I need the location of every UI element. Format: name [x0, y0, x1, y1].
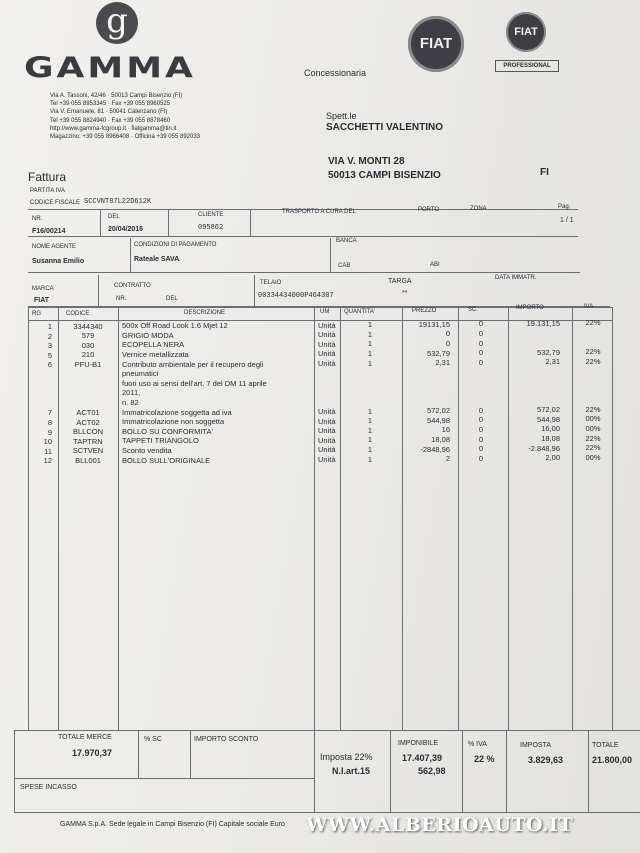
cell-codice: BLLCON [72, 427, 103, 437]
sc-pct-label: % SC [144, 736, 162, 743]
recipient-label: Spett.le [326, 111, 357, 121]
cell-rg: 12 [43, 456, 52, 466]
invoice-number: F16/00214 [32, 228, 66, 235]
cliente-code: 095862 [198, 224, 224, 232]
cell-iva: 22% [585, 443, 601, 453]
banca-label: BANCA [336, 238, 357, 244]
abi-label: ABI [430, 262, 440, 268]
totale-label: TOTALE [592, 742, 619, 749]
cell-descr: Immatricolazione soggetta ad iva [122, 407, 232, 417]
cell-rg: 11 [44, 446, 52, 456]
cell-codice: 030 [81, 340, 95, 350]
marca-label: MARCA [32, 286, 54, 292]
payment-terms: Rateale SAVA [134, 256, 180, 263]
page-count: 1 / 1 [560, 217, 574, 224]
header-prezzo: PREZZO [412, 308, 437, 314]
table-row [0, 356, 640, 370]
iva22-value: 22 % [474, 754, 495, 764]
cell-descr: Vernice metallizzata [122, 349, 189, 359]
cell-iva: 22% [585, 356, 601, 366]
cell-um: Unità [318, 426, 336, 436]
imposta-label: IMPOSTA [520, 742, 551, 749]
cell-descr: n. 82 [122, 397, 139, 407]
cell-um: Unità [318, 349, 336, 359]
cell-sc: 0 [478, 319, 484, 329]
spese-incasso-label: SPESE INCASSO [20, 784, 77, 791]
cell-prezzo: 0 [445, 329, 450, 339]
cell-importo: 16,00 [541, 424, 560, 434]
cell-rg: 8 [47, 418, 52, 427]
cell-prezzo: 18,08 [431, 434, 450, 444]
cell-prezzo: 2,31 [435, 358, 450, 368]
cell-importo: -2.848,96 [528, 443, 560, 453]
cell-prezzo: 19131,15 [418, 319, 450, 329]
cell-descr: Contributo ambientale per il recupero degli [122, 359, 264, 369]
cell-prezzo: 544,98 [427, 415, 450, 425]
cell-sc: 0 [478, 424, 484, 434]
codice-fiscale-label: CODICE FISCALE [30, 200, 81, 206]
cell-um: Unità [318, 330, 336, 340]
concessionaria-label: Concessionaria [304, 68, 367, 78]
watermark: WWW.ALBERIOAUTO.IT [306, 814, 574, 836]
del-label: DEL [108, 214, 120, 220]
targa-label: TARGA [388, 278, 412, 285]
cell-codice: TAPTRN [73, 436, 103, 446]
header-descrizione: DESCRIZIONE [184, 310, 226, 316]
cell-codice: BLL001 [75, 455, 101, 465]
cell-importo: 572,02 [537, 405, 560, 415]
cell-descr: TAPPETI TRIANGOLO [122, 436, 199, 446]
cell-descr: BOLLO SU CONFORMITA' [122, 426, 213, 436]
totale-merce-label: TOTALE MERCE [58, 734, 112, 741]
document-title: Fattura [28, 170, 67, 184]
ni-value: 562,98 [418, 766, 446, 776]
cell-codice: 3344340 [73, 321, 103, 331]
cell-sc: 0 [478, 434, 484, 444]
cell-qta: 1 [367, 416, 373, 426]
imponibile-label: IMPONIBILE [398, 740, 439, 747]
cell-um: Unità [318, 407, 336, 417]
recipient-province: FI [540, 167, 549, 178]
cell-sc: 0 [478, 357, 484, 367]
partita-iva-label: PARTITA IVA [30, 188, 65, 194]
cell-rg: 2 [47, 331, 52, 341]
cab-label: CAB [338, 263, 351, 269]
agente-name: Susanna Emilio [32, 258, 85, 265]
cell-sc: 0 [478, 415, 484, 425]
cell-codice: PFU-B1 [74, 359, 102, 369]
cell-descr: 500x Off Road Look 1.6 Mjet 12 [122, 321, 228, 331]
professional-label: PROFESSIONAL [495, 60, 559, 72]
immatr-label: DATA IMMATR. [495, 275, 537, 281]
cell-codice: ACT01 [76, 407, 100, 417]
cell-sc: 0 [478, 444, 484, 454]
cell-importo: 18,08 [541, 434, 560, 444]
cell-qta: 1 [367, 358, 373, 368]
cell-um: Unità [318, 339, 336, 349]
importo-sconto-label: IMPORTO SCONTO [194, 736, 259, 743]
porto-label: PORTO [418, 207, 440, 213]
codice-fiscale-value: SCCVNT87L22D612K [84, 198, 152, 206]
cell-um: Unità [318, 359, 336, 369]
cell-iva: 22% [585, 347, 601, 357]
cell-importo: 544,98 [537, 414, 560, 424]
header-quantita: QUANTITA' [344, 309, 376, 315]
cell-descr: pneumatici [122, 369, 159, 379]
cell-sc: 0 [478, 453, 484, 463]
telaio-label: TELAIO [260, 280, 282, 286]
fiat-professional-logo-icon: FIAT [506, 12, 546, 52]
cell-importo: 2,00 [545, 453, 560, 463]
cell-sc: 0 [478, 348, 484, 358]
cliente-label: CLIENTE [198, 212, 224, 218]
pagamento-label: CONDIZIONI DI PAGAMENTO [134, 242, 217, 248]
cell-qta: 1 [367, 320, 373, 330]
cell-codice: ACT02 [76, 417, 100, 427]
cell-qta: 1 [367, 445, 373, 454]
header-sc: SC. [468, 307, 479, 313]
cell-descr: Immatricolazione non soggetta [122, 417, 225, 427]
cell-um: Unità [318, 320, 336, 330]
cell-sc: 0 [478, 338, 484, 348]
cell-descr: GRIGIO MODA [122, 330, 174, 340]
cell-um: Unità [318, 445, 336, 455]
cell-descr: ECOPELLA NERA [122, 340, 185, 350]
cell-iva: 22% [585, 433, 601, 443]
cell-iva: 00% [585, 452, 601, 462]
cell-qta: 1 [367, 454, 373, 464]
cell-qta: 1 [367, 435, 373, 445]
cell-prezzo: 16 [441, 425, 450, 435]
header-iva: IVA [584, 304, 594, 310]
cell-iva: 22% [585, 404, 601, 414]
cell-prezzo: 572,02 [427, 406, 450, 416]
invoice-date: 20/04/2016 [108, 226, 144, 233]
cell-importo: 532,79 [537, 347, 560, 357]
cell-qta: 1 [367, 349, 373, 358]
cell-sc: 0 [478, 405, 484, 415]
cell-rg: 1 [47, 322, 52, 331]
marca-value: FIAT [34, 297, 50, 304]
cell-rg: 9 [47, 427, 52, 437]
cell-codice: 579 [81, 331, 95, 341]
table-row [0, 370, 640, 380]
cell-iva: 00% [585, 424, 601, 433]
header-rg: RG [32, 311, 41, 317]
cell-iva: 22% [585, 318, 601, 328]
company-name: GAMMA [24, 52, 196, 85]
cell-descr: 2011, [122, 388, 141, 398]
cell-prezzo: -2848,96 [420, 444, 450, 454]
totale-merce-value: 17.970,37 [72, 748, 113, 758]
imposta22-value: 3.829,63 [528, 755, 564, 765]
cell-um: Unità [318, 435, 336, 445]
cell-qta: 1 [367, 406, 373, 416]
cell-codice: 210 [81, 350, 95, 360]
recipient-street: VIA V. MONTI 28 [328, 156, 405, 167]
cell-rg: 6 [47, 360, 52, 370]
header-importo: IMPORTO [516, 305, 544, 311]
totale-value: 21.800,00 [592, 755, 633, 765]
targa-value: ** [402, 290, 408, 297]
recipient-city: 50013 CAMPI BISENZIO [328, 170, 441, 181]
cell-qta: 1 [367, 425, 373, 435]
agente-label: NOME AGENTE [32, 244, 77, 250]
table-row [0, 380, 640, 390]
contratto-del-label: DEL [166, 296, 178, 302]
table-row [0, 452, 640, 466]
cell-prezzo: 532,79 [427, 348, 450, 358]
pag-label: Pag. [558, 204, 571, 210]
cell-importo: 19.131,15 [526, 318, 560, 328]
cell-um: Unità [318, 455, 336, 465]
zona-label: ZONA [470, 206, 487, 212]
recipient-name: SACCHETTI VALENTINO [326, 122, 444, 133]
cell-rg: 10 [43, 437, 52, 447]
cell-codice: SCTVEN [72, 446, 104, 456]
imposta22-label: Imposta 22% [320, 752, 373, 762]
cell-descr: fuori uso ai sensi dell'art. 7 del DM 11 aprile [122, 378, 267, 388]
nr-label: NR. [32, 216, 43, 222]
trasporto-label: TRASPORTO A CURA DEL [282, 209, 356, 215]
cell-iva: 00% [585, 414, 601, 424]
cell-importo: 2,31 [545, 357, 560, 367]
header-um: UM [320, 309, 330, 315]
footer-legal: GAMMA S.p.A. Sede legale in Campi Bisenzio (FI) Capitale sociale Euro [60, 821, 285, 828]
gamma-logo-icon: g [96, 2, 138, 44]
cell-um: Unità [318, 416, 336, 426]
ni-label: N.I.art.15 [332, 766, 371, 776]
cell-rg: 3 [47, 341, 52, 351]
telaio-value: 00334434000P464307 [258, 292, 334, 300]
header-codice: CODICE [66, 311, 90, 317]
contratto-label: CONTRATTO [114, 283, 151, 289]
company-address: Via A. Tassoni, 42/46 · 50013 Campi Bisenzio (FI) Tel +39 055 8953345 · Fax +39 055 8960525 Via V. Emanuele, 81 · 50041 Calenzano (FI) Tel +39 055 8824940 · Fax +39 055 8878460 http://www.gamma-fcgroup.it · fiatgamma@tin.it Magazzino: +39 055 8966408 · Officina +39 055 892033 [50, 93, 201, 141]
fiat-logo-icon: FIAT [408, 16, 464, 72]
iva-pct-label: % IVA [468, 741, 487, 748]
cell-descr: Sconto vendita [122, 445, 172, 455]
cell-qta: 1 [367, 339, 373, 349]
cell-rg: 7 [47, 408, 52, 418]
table-row [0, 389, 640, 399]
cell-prezzo: 0 [445, 338, 450, 348]
cell-rg: 5 [47, 350, 52, 360]
contratto-nr-label: NR. [116, 296, 127, 302]
cell-prezzo: 2 [445, 454, 450, 464]
cell-descr: BOLLO SULL'ORIGINALE [122, 455, 211, 465]
cell-qta: 1 [367, 329, 373, 339]
imponibile22-value: 17.407,39 [402, 753, 443, 763]
cell-sc: 0 [478, 328, 484, 338]
